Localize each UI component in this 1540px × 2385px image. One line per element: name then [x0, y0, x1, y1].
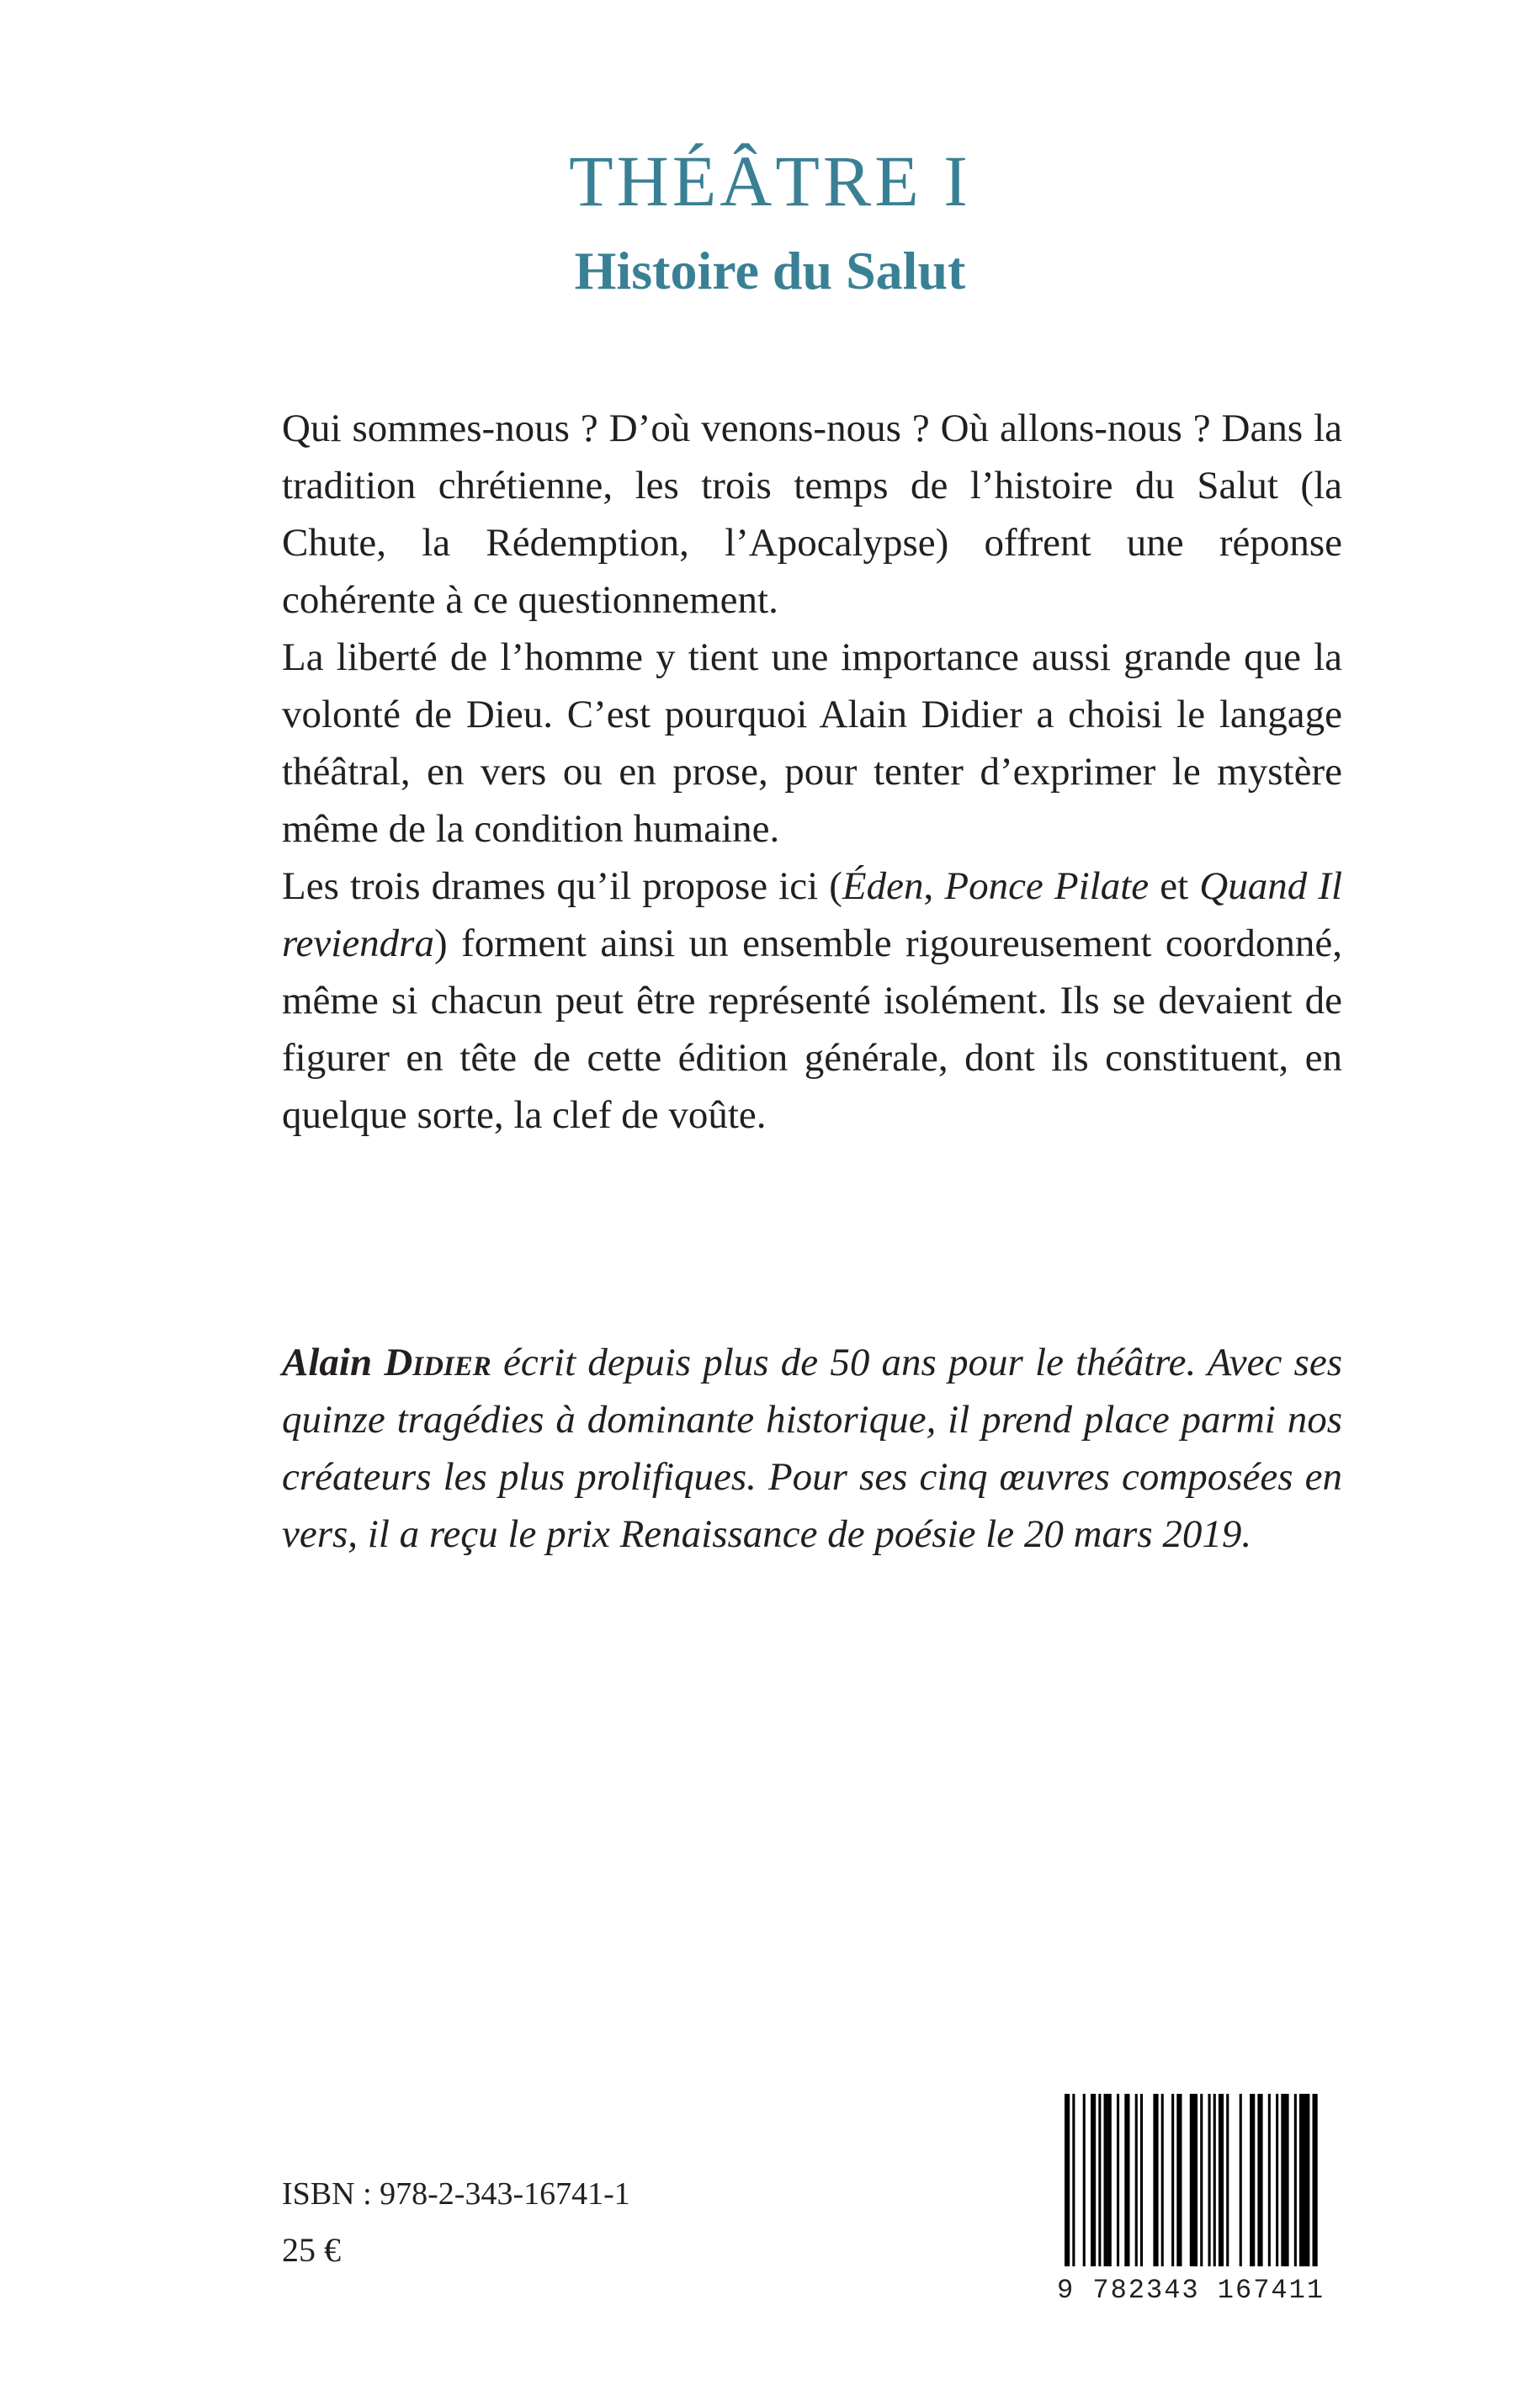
barcode-bar — [1257, 2094, 1262, 2266]
barcode-bar — [1299, 2094, 1309, 2266]
barcode-bar — [1171, 2094, 1174, 2266]
barcode-digits: 9 782343 167411 — [1056, 2275, 1325, 2306]
description-paragraph-1: Qui sommes-nous ? D’où venons-nous ? Où allons-nous ? Dans la tradition chrétienne, les trois temps de l’histoire du Salut (la Chute, la Rédemption, l’Apocalypse) offrent une réponse cohérente à ce questionnement. — [282, 406, 1342, 622]
separator-2: et — [1149, 864, 1200, 908]
barcode-bar — [1240, 2094, 1242, 2266]
barcode-bars — [1048, 2094, 1334, 2275]
barcode-bar — [1124, 2094, 1129, 2266]
author-bio-text: écrit depuis plus de 50 ans pour le théâtre. Avec ses quinze tragédies à dominante historique, il prend place parmi nos créateurs les plus prolifiques. Pour ses cinq œuvres composées en vers, il a reçu le prix Renaissance de poésie le 20 mars 2019. — [282, 1341, 1342, 1556]
barcode-bar — [1294, 2094, 1297, 2266]
author-bio — [282, 1334, 1342, 1563]
barcode-bar — [1104, 2094, 1112, 2266]
barcode-bar — [1281, 2094, 1288, 2266]
book-subtitle: Histoire du Salut — [574, 241, 966, 300]
barcode-bar — [1250, 2094, 1255, 2266]
barcode-bar — [1091, 2094, 1096, 2266]
barcode-bar — [1140, 2094, 1143, 2266]
work-title-eden: Éden — [842, 864, 924, 908]
barcode-bar — [1200, 2094, 1203, 2266]
barcode-bar — [1313, 2094, 1318, 2266]
barcode-bar — [1065, 2094, 1070, 2266]
barcode-bar — [1226, 2094, 1229, 2266]
isbn-label: ISBN : 978-2-343-16741-1 — [282, 2176, 630, 2212]
barcode-bar — [1072, 2094, 1075, 2266]
author-first-name: Alain — [282, 1341, 373, 1384]
description-paragraph-3 — [282, 858, 1342, 1144]
book-title: THÉÂTRE I — [569, 141, 971, 221]
barcode-bar — [1117, 2094, 1119, 2266]
work-title-ponce-pilate: Ponce Pilate — [944, 864, 1150, 908]
barcode-bar — [1135, 2094, 1138, 2266]
barcode-bar — [1276, 2094, 1278, 2266]
barcode-bar — [1098, 2094, 1101, 2266]
barcode-bar — [1176, 2094, 1182, 2266]
author-last-name: Didier — [384, 1341, 491, 1384]
barcode-bar — [1153, 2094, 1158, 2266]
back-cover-description — [282, 400, 1342, 1144]
paragraph-3-rest: ) forment ainsi un ensemble rigoureusement coordonné, même si chacun peut être représenté isolément. Ils se devaient de figurer en tête de cette édition générale, dont ils constituent, en quelque sorte, la clef de voûte. — [282, 922, 1342, 1137]
paragraph-3-intro: Les trois drames qu’il propose ici ( — [282, 864, 842, 908]
barcode-bar — [1213, 2094, 1216, 2266]
description-paragraph-2: La liberté de l’homme y tient une importance aussi grande que la volonté de Dieu. C’est pourquoi Alain Didier a choisi le langage théâtral, en vers ou en prose, pour tenter d’exprimer le mystère même de la condition humaine. — [282, 635, 1342, 851]
barcode-bar — [1268, 2094, 1271, 2266]
work-title-quand-il-reviendra: Quand Il reviendra — [282, 864, 1343, 965]
barcode-bar — [1190, 2094, 1197, 2266]
price-label: 25 € — [282, 2231, 341, 2269]
isbn-barcode — [1048, 2094, 1334, 2304]
separator-1: , — [923, 864, 945, 908]
barcode-bar — [1083, 2094, 1086, 2266]
barcode-bar — [1219, 2094, 1224, 2266]
barcode-bar — [1161, 2094, 1164, 2266]
barcode-bar — [1208, 2094, 1211, 2266]
